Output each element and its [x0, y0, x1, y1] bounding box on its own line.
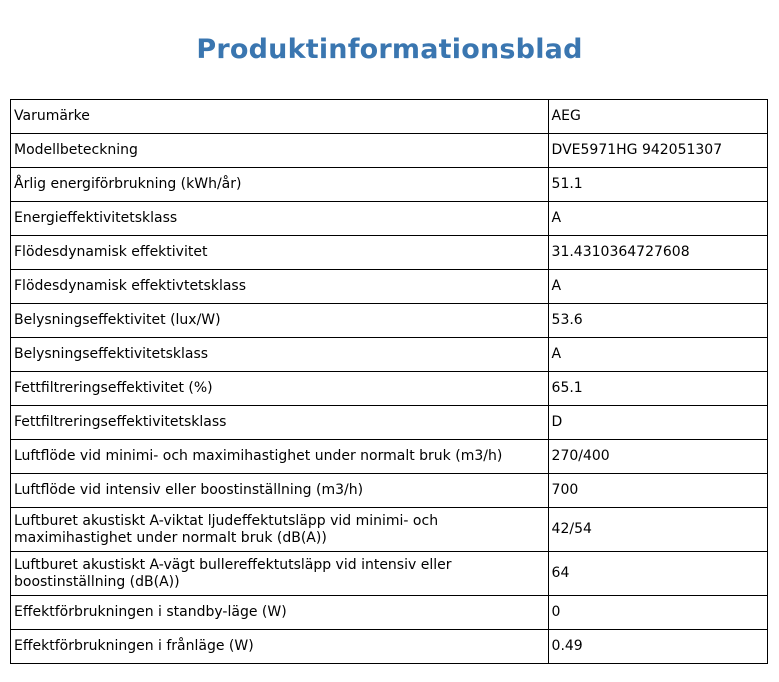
table-row [11, 552, 768, 596]
table-row [11, 406, 768, 440]
table-row [11, 474, 768, 508]
row-label: Varumärke [11, 100, 549, 134]
row-label: Årlig energiförbrukning (kWh/år) [11, 168, 549, 202]
row-value: 51.1 [548, 168, 767, 202]
row-value: AEG [548, 100, 767, 134]
table-row [11, 100, 768, 134]
row-label: Modellbeteckning [11, 134, 549, 168]
page-title: Produktinformationsblad [196, 34, 583, 65]
row-value: 0.49 [548, 630, 767, 664]
row-label: Effektförbrukningen i frånläge (W) [11, 630, 549, 664]
table-row [11, 338, 768, 372]
table-row [11, 270, 768, 304]
table-row [11, 202, 768, 236]
row-value: 700 [548, 474, 767, 508]
product-info-table [10, 99, 768, 664]
row-value: 0 [548, 596, 767, 630]
table-row [11, 630, 768, 664]
table-row [11, 134, 768, 168]
row-value: 53.6 [548, 304, 767, 338]
table-row [11, 304, 768, 338]
row-value: DVE5971HG 942051307 [548, 134, 767, 168]
row-label: Luftburet akustiskt A-vägt bullereffektutsläpp vid intensiv eller boostinställning (dB(A)) [11, 552, 549, 596]
row-label: Fettfiltreringseffektivitetsklass [11, 406, 549, 440]
row-label: Belysningseffektivitet (lux/W) [11, 304, 549, 338]
row-value: A [548, 202, 767, 236]
row-value: 65.1 [548, 372, 767, 406]
row-value: 31.4310364727608 [548, 236, 767, 270]
row-label: Energieffektivitetsklass [11, 202, 549, 236]
row-label: Luftburet akustiskt A-viktat ljudeffektutsläpp vid minimi- och maximihastighet under normalt bruk (dB(A)) [11, 508, 549, 552]
row-value: 42/54 [548, 508, 767, 552]
row-label: Effektförbrukningen i standby-läge (W) [11, 596, 549, 630]
table-row [11, 168, 768, 202]
row-label: Luftflöde vid minimi- och maximihastighet under normalt bruk (m3/h) [11, 440, 549, 474]
row-label: Flödesdynamisk effektivtetsklass [11, 270, 549, 304]
row-label: Belysningseffektivitetsklass [11, 338, 549, 372]
row-value: D [548, 406, 767, 440]
row-value: A [548, 338, 767, 372]
table-row [11, 508, 768, 552]
table-row [11, 372, 768, 406]
table-row [11, 596, 768, 630]
row-value: 64 [548, 552, 767, 596]
row-label: Luftflöde vid intensiv eller boostinställning (m3/h) [11, 474, 549, 508]
row-value: A [548, 270, 767, 304]
row-label: Flödesdynamisk effektivitet [11, 236, 549, 270]
row-label: Fettfiltreringseffektivitet (%) [11, 372, 549, 406]
table-row [11, 440, 768, 474]
row-value: 270/400 [548, 440, 767, 474]
table-row [11, 236, 768, 270]
